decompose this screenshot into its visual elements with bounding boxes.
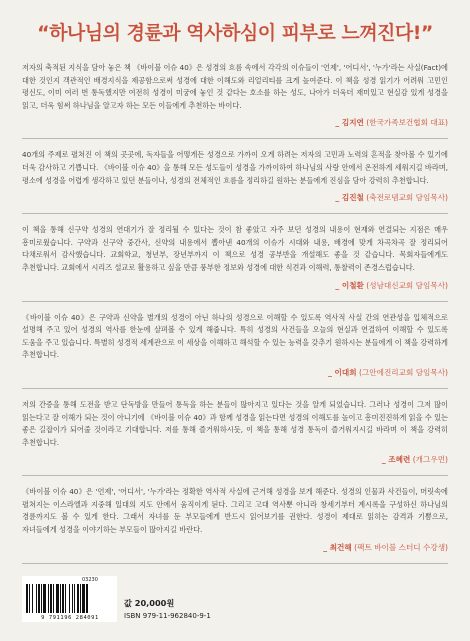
review-author <box>22 367 448 379</box>
review-list <box>22 62 448 564</box>
review-author <box>22 542 448 554</box>
isbn: ISBN 979-11-962840-9-1 <box>124 612 211 620</box>
author-affiliation: (그안에진리교회 담임목사) <box>358 367 448 377</box>
author-name: _ 조혜련 <box>381 455 411 465</box>
review-item <box>22 399 448 476</box>
review-text: 40개의 주제로 펼쳐진 이 책의 곳곳에, 독자들을 어떻게든 성경으로 가까이 오게 하려는 저자의 고민과 노력의 흔적을 찾아볼 수 있기에 더욱 감사하고 기쁩니다. 《바이블 이슈 40》을 통해 모든 성도들이 성경을 가까이하여 하나님의 사랑 안에서 온전하게 세워지길 바라며, 평소에 성경을 어렵게 생각하고 있던 분들이나, 성경의 전체적인 흐름을 정리하길 원하는 분들에게 진심을 담아 강력히 추천합니다. <box>22 150 448 185</box>
review-text: 《바이블 이슈 40》은 구약과 신약을 별개의 성경이 아닌 하나의 성경으로 이해할 수 있도록 역사적 사실 간의 연관성을 입체적으로 설명해 주고 있어 성경의 역사를 한눈에 살펴볼 수 있게 해줍니다. 특히 성경의 사건들을 오늘의 현실과 연결하여 이해할 수 있도록 도움을 주고 있습니다. 특별히 성경적 세계관으로 이 세상을 이해하고 해석할 수 있는 능력을 갖추기 원하시는 분들에게 이 책을 강력하게 추천합니다. <box>22 312 448 360</box>
review-author <box>22 117 448 129</box>
review-text: 이 책을 통해 신구약 성경의 연대기가 잘 정리될 수 있다는 것이 참 좋았고 자주 보던 성경의 내용이 현재와 연결되는 지점은 매우 흥미로웠습니다. 구약과 신구약 중간사, 신약의 내용에서 뽑아낸 40개의 이슈가 시대와 내용, 배경에 맞게 차곡차곡 잘 정리되어 다채로워서 감사했습니다. 교회학교, 청년부, 장년부까지 이 책으로 성경 공부반을 개설해도 좋을 것 같습니다. 목회자들에게도 추천합니다. 교회에서 시리즈 설교로 활용하고 싶을 만큼 풍부한 정보와 성경에 대한 식견과 이해력, 통찰력이 존경스럽습니다. <box>22 225 448 272</box>
review-author <box>22 454 448 466</box>
author-affiliation: (한국가족보건협회 대표) <box>366 118 448 128</box>
barcode <box>22 576 117 622</box>
author-affiliation: (축전로뎀교회 담임목사) <box>366 193 448 203</box>
review-author <box>22 192 448 204</box>
review-divider <box>22 563 448 564</box>
author-affiliation: (팩트 바이블 스터디 수강생) <box>354 542 448 552</box>
review-text: 《바이블 이슈 40》은 '언제', '어디서', '누가'라는 정확한 역사적 사실에 근거해 성경을 보게 해준다. 성경의 인물과 사건들이, 머릿속에 펼쳐지는 이스라엘과 지중해 일대의 지도 안에서 움직이게 된다. 그리고 고대 역사뿐 아니라 창세기부터 계시록을 구성하신 하나님의 경륜까지도 볼 수 있게 한다. 그래서 자녀를 둔 부모들에게 반드시 읽어보기를 권한다. 성경이 제대로 읽히는 감격과 기쁨으로, 자녀들에게 성경을 이야기하는 부모들이 많아지길 바란다. <box>22 487 448 535</box>
review-divider <box>22 475 448 476</box>
author-name: _ 김진철 <box>335 193 364 203</box>
author-affiliation: (개그우먼) <box>412 455 448 465</box>
price: 값 20,000원 <box>124 598 175 608</box>
barcode-number: 9 791196 284091 <box>41 615 99 621</box>
review-item <box>22 312 448 389</box>
review-item <box>22 224 448 301</box>
author-affiliation: (성남대신교회 담임목사) <box>366 280 448 290</box>
barcode-add-on: 03230 <box>82 577 98 583</box>
barcode-bars-icon <box>26 584 112 613</box>
price-block <box>124 598 211 620</box>
review-item <box>22 149 448 214</box>
review-text: 저자의 축적된 지식을 담아 놓은 책 《바이블 이슈 40》은 성경의 흐름 속에서 각각의 이슈들이 '언제', '어디서', '누가'라는 사실(Fact)에 대한 것인지 객관적인 배경지식을 제공함으로써 성경에 대한 이해도와 리얼리티를 크게 높여준다. 이 책을 성경 읽기가 어려워 고민인 평신도, 이미 여러 번 통독했지만 여전히 성경이 미궁에 놓인 것 같다는 호소를 하는 성도, 나아가 더욱더 재미있고 현실감 있게 성경을 읽고, 더욱 힘써 하나님을 알고자 하는 모든 이들에게 추천하는 바이다. <box>22 63 448 110</box>
author-name: _ 김지연 <box>335 118 364 128</box>
author-name: _ 이대희 <box>328 367 357 377</box>
review-text: 저의 간증을 통해 도전을 받고 단독방을 만들어 통독을 하는 분들이 많아지고 있다는 것을 알게 되었습니다. 그러나 성경이 그저 많이 읽는다고 잘 이해가 되는 것이 아니기에 《바이블 이슈 40》과 함께 성경을 읽는다면 성경의 이해도를 높이고 흥미진진하게 읽을 수 있는 좋은 길잡이가 되어줄 것이라고 기대합니다. 저를 통해 즐거워하시듯, 이 책을 통해 성경 통독이 즐거워지시길 바라며 이 책을 강력히 추천합니다. <box>22 399 448 447</box>
review-divider <box>22 213 448 214</box>
author-name: _ 최건해 <box>323 542 352 552</box>
review-divider <box>22 138 448 139</box>
author-name: _ 이철환 <box>335 280 364 290</box>
review-divider <box>22 388 448 389</box>
review-item <box>22 62 448 139</box>
review-author <box>22 280 448 292</box>
review-divider <box>22 301 448 302</box>
review-item <box>22 486 448 563</box>
headline: “하나님의 경륜과 역사하심이 피부로 느껴진다!” <box>37 22 433 44</box>
